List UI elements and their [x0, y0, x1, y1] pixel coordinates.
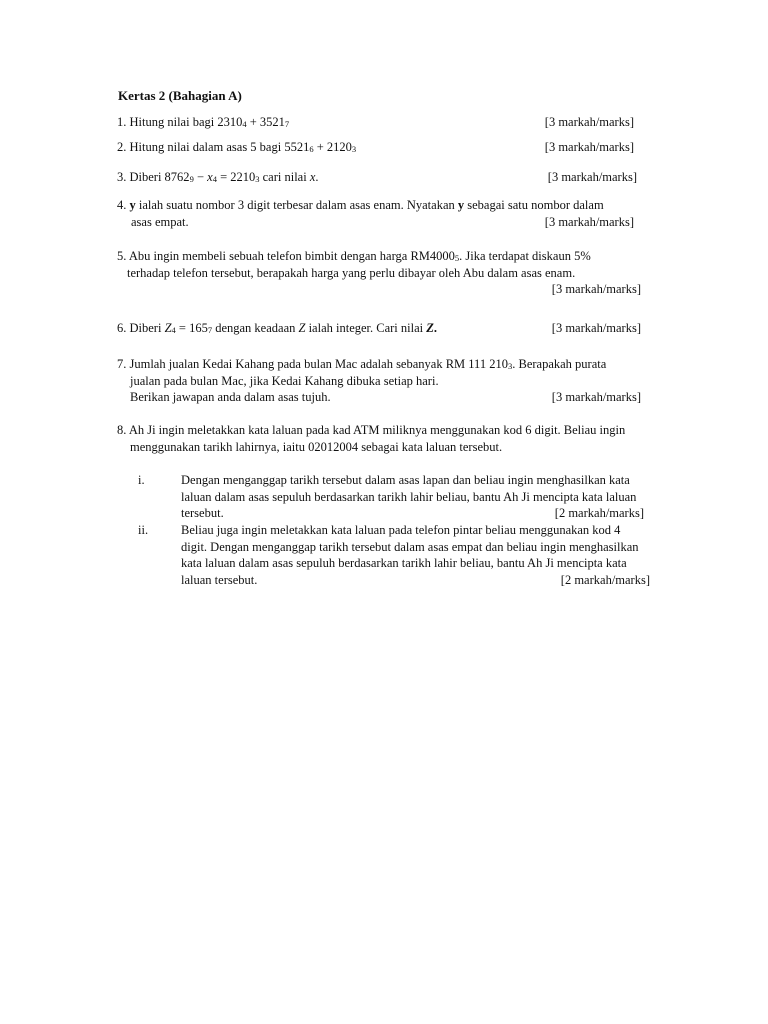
question-3: 3. Diberi $8762_9 - x_4 = 2210_3$ cari nilai x. [3 markah/marks] — [117, 170, 637, 184]
marks-label: [3 markah/marks] — [544, 140, 634, 154]
marks-label: [3 markah/marks] — [544, 214, 634, 229]
question-8: 8. Ah Ji ingin meletakkan kata laluan pada kad ATM miliknya menggunakan kod 6 digit. Beliau ingin menggunakan tarikh lahirnya, iaitu 02012004 sebagai kata laluan tersebut. — [117, 423, 626, 454]
worksheet-page: Kertas 2 (Bahagian A) 1. Hitung nilai bagi $2310_4 + 3521_7$ [3 markah/marks] 2. Hitung nilai dalam asas 5 bagi $5521_6 + 2120_3$ [3 markah/marks] 3. Diberi $8762_9 - x_4 = 2210_3$ cari nilai x. [3 markah/marks] 4. y ialah suatu nombor 3 digit terbesar dalam asas enam. Nyatakan y sebagai satu nombor dalam asas empat. [3 markah/marks] 5. Abu ingin membeli sebuah telefon bimbit dengan harga $RM4000_5$. Jika terdapat diskaun 5% terhadap telefon tersebut, berapakah harga yang perlu dibayar oleh Abu dalam asas enam. [3 markah/marks] 6. Diberi $Z_4 = 165_7$ dengan keadaan Z ialah integer. Cari nilai Z. [3 markah/marks] 7. Jumlah jualan Kedai Kahang pada bulan Mac adalah sebanyak RM 111 $210_3$. Berapakah purata jualan pada bulan Mac, jika Kedai Kahang dibuka setiap hari. Berikan jawapan anda dalam asas tujuh. [3 markah/marks] 8. Ah Ji ingin meletakkan kata laluan pada kad ATM miliknya menggunakan kod 6 digit. Beliau ingin menggunakan tarikh lahirnya, iaitu 02012004 sebagai kata laluan tersebut. i. Dengan menganggap tarikh tersebut dalam asas lapan dan beliau ingin menghasilkan kata laluan dalam asas sepuluh berdasarkan tarikh lahir beliau, bantu Ah Ji mencipta kata laluan tersebut. [2 markah/marks] ii. Beliau juga ingin meletakkan kata laluan pada telefon pintar beliau menggunakan kod 4 digit. Dengan menganggap tarikh tersebut dalam asas empat dan beliau ingin menghasilkan kata laluan dalam asas sepuluh berdasarkan tarikh lahir beliau, bantu Ah Ji mencipta kata laluan tersebut. [2 markah/marks] — [0, 0, 768, 1024]
question-7: 7. Jumlah jualan Kedai Kahang pada bulan Mac adalah sebanyak RM 111 $210_3$. Berapakah purata jualan pada bulan Mac, jika Kedai Kahang dibuka setiap hari. Berikan jawapan anda dalam asas tujuh. [3 markah/marks] — [117, 357, 641, 404]
marks-label: [2 markah/marks] — [560, 572, 650, 587]
marks-label: [3 markah/marks] — [551, 390, 641, 404]
marks-label: [3 markah/marks] — [547, 170, 637, 184]
question-5: 5. Abu ingin membeli sebuah telefon bimbit dengan harga $RM4000_5$. Jika terdapat diskaun 5% terhadap telefon tersebut, berapakah harga yang perlu dibayar oleh Abu dalam asas enam. [3 markah/marks] — [117, 249, 641, 296]
question-2: 2. Hitung nilai dalam asas 5 bagi $5521_6 + 2120_3$ [3 markah/marks] — [117, 140, 634, 154]
marks-label: [3 markah/marks] — [551, 282, 641, 296]
paper-title: Kertas 2 (Bahagian A) — [118, 88, 242, 103]
question-1: 1. Hitung nilai bagi $2310_4 + 3521_7$ [3 markah/marks] — [117, 115, 634, 129]
marks-label: [3 markah/marks] — [544, 115, 634, 129]
question-6: 6. Diberi $Z_4 = 165_7$ dengan keadaan Z ialah integer. Cari nilai Z. [3 markah/marks] — [117, 321, 641, 335]
marks-label: [3 markah/marks] — [551, 321, 641, 335]
marks-label: [2 markah/marks] — [554, 506, 644, 520]
question-4: 4. y ialah suatu nombor 3 digit terbesar dalam asas enam. Nyatakan y sebagai satu nombor dalam asas empat. [3 markah/marks] — [117, 198, 634, 229]
